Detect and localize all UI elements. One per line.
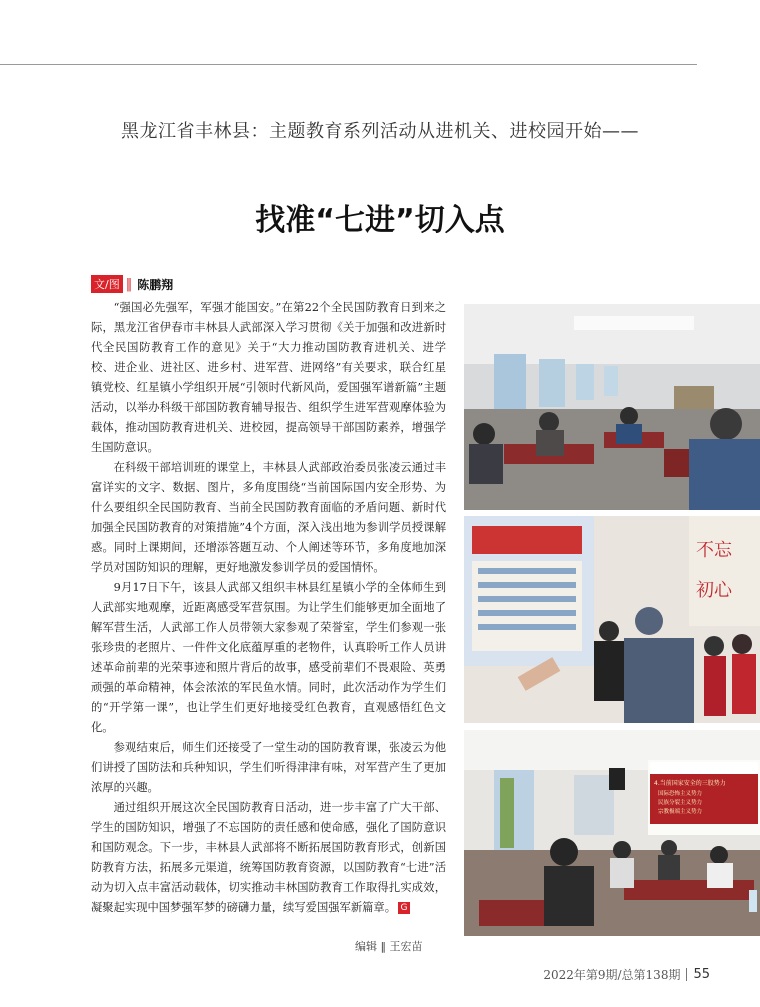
byline-tag: 文/图 bbox=[91, 275, 123, 293]
page-number: 55 bbox=[693, 967, 710, 982]
byline bbox=[91, 275, 173, 293]
slide-line: 国际恐怖主义势力 bbox=[658, 791, 703, 797]
kicker: 黑龙江省丰林县：主题教育系列活动从进机关、进校园开始—— bbox=[121, 121, 639, 142]
article-paragraph: 参观结束后，师生们还接受了一堂生动的国防教育课，张凌云为他们讲授了国防法和兵种知识，学生们听得津津有味，对军营产生了更加浓厚的兴趣。 bbox=[91, 741, 446, 794]
slide-heading: 4.当前国家安全的三股势力 bbox=[654, 780, 726, 787]
end-mark: G bbox=[398, 902, 410, 914]
slide-line: 民族分裂主义势力 bbox=[658, 800, 703, 806]
photo-defense-class-image bbox=[464, 730, 760, 936]
footer-divider bbox=[686, 968, 687, 981]
article-paragraph-text: 通过组织开展这次全民国防教育日活动，进一步丰富了广大干部、学生的国防知识，增强了不忘国防的责任感和使命感，强化了国防意识和国防观念。下一步，丰林县人武部将不断拓展国防教育形式，创新国防教育方法，拓展多元渠道，统筹国防教育资源，以国防教育“七进”活动为切入点丰富活动载体，切实推动丰林国防教育工作取得扎实成效，凝聚起实现中国梦强军梦的磅礴力量，续写爱国强军新篇章。 bbox=[91, 801, 446, 914]
byline-author: 陈鹏翔 bbox=[137, 277, 174, 292]
issue-info: 2022年第9期/总第138期 bbox=[543, 968, 681, 982]
photo-honor-room-image bbox=[464, 516, 760, 723]
article-paragraph: “强国必先强军，军强才能国安。”在第22个全民国防教育日到来之际，黑龙江省伊春市丰林县人武部深入学习贯彻《关于加强和改进新时代全民国防教育工作的意见》关于“大力推动国防教育进机关、进学校、进企业、进社区、进乡村、进军营、进网络”有关要求，联合红星镇党校、红星镇小学组织开展“引领时代新风尚，爱国强军谱新篇”主题活动，以举办科级干部国防教育辅导报告、组织学生进军营观摩体验为载体，推动国防教育进机关、进校园，提高领导干部国防素养，增强学生国防意识。 bbox=[91, 301, 446, 454]
article-paragraph bbox=[91, 798, 446, 918]
wall-slogan: 不忘 bbox=[696, 540, 732, 561]
slide-line: 宗教极端主义势力 bbox=[658, 809, 703, 815]
svg-text:初心: 初心 bbox=[696, 580, 732, 601]
page-title: 找准“七进”切入点 bbox=[255, 203, 505, 238]
byline-separator: ‖ bbox=[125, 276, 133, 292]
editor-credit: 编辑 ‖ 王宏苗 bbox=[355, 940, 423, 953]
article-paragraph: 9月17日下午，该县人武部又组织丰林县红星镇小学的全体师生到人武部实地观摩，近距离感受军营氛围。为让学生们能够更加全面地了解军营生活，人武部工作人员带领大家参观了荣誉室，学生们参观一张张珍贵的老照片、一件件文化底蕴厚重的老物件，认真聆听工作人员讲述革命前辈的光荣事迹和照片背后的故事，感受前辈们不畏艰险、英勇顽强的革命精神，体会浓浓的军民鱼水情。同时，此次活动作为学生们的“开学第一课”，也让学生们更好地接受红色教育，直观感悟红色文化。 bbox=[91, 581, 446, 734]
photo-lecture-classroom bbox=[464, 304, 760, 510]
top-rule bbox=[0, 64, 697, 65]
photo-honor-room-visit bbox=[464, 516, 760, 723]
article-body bbox=[91, 298, 446, 918]
photo-national-defense-class bbox=[464, 730, 760, 936]
photo-lecture-classroom-image bbox=[464, 304, 760, 510]
page-footer bbox=[543, 966, 710, 983]
article-paragraph: 在科级干部培训班的课堂上，丰林县人武部政治委员张凌云通过丰富详实的文字、数据、图片，多角度围绕“当前国际国内安全形势、为什么要组织全民国防教育、当前全民国防教育面临的矛盾问题、新时代加强全民国防教育的对策措施”4个方面，深入浅出地为参训学员授课解惑。同时上课期间，还增添答题互动、个人阐述等环节，多角度地加深学员对国防知识的理解，更好地激发参训学员的爱国情怀。 bbox=[91, 461, 446, 574]
